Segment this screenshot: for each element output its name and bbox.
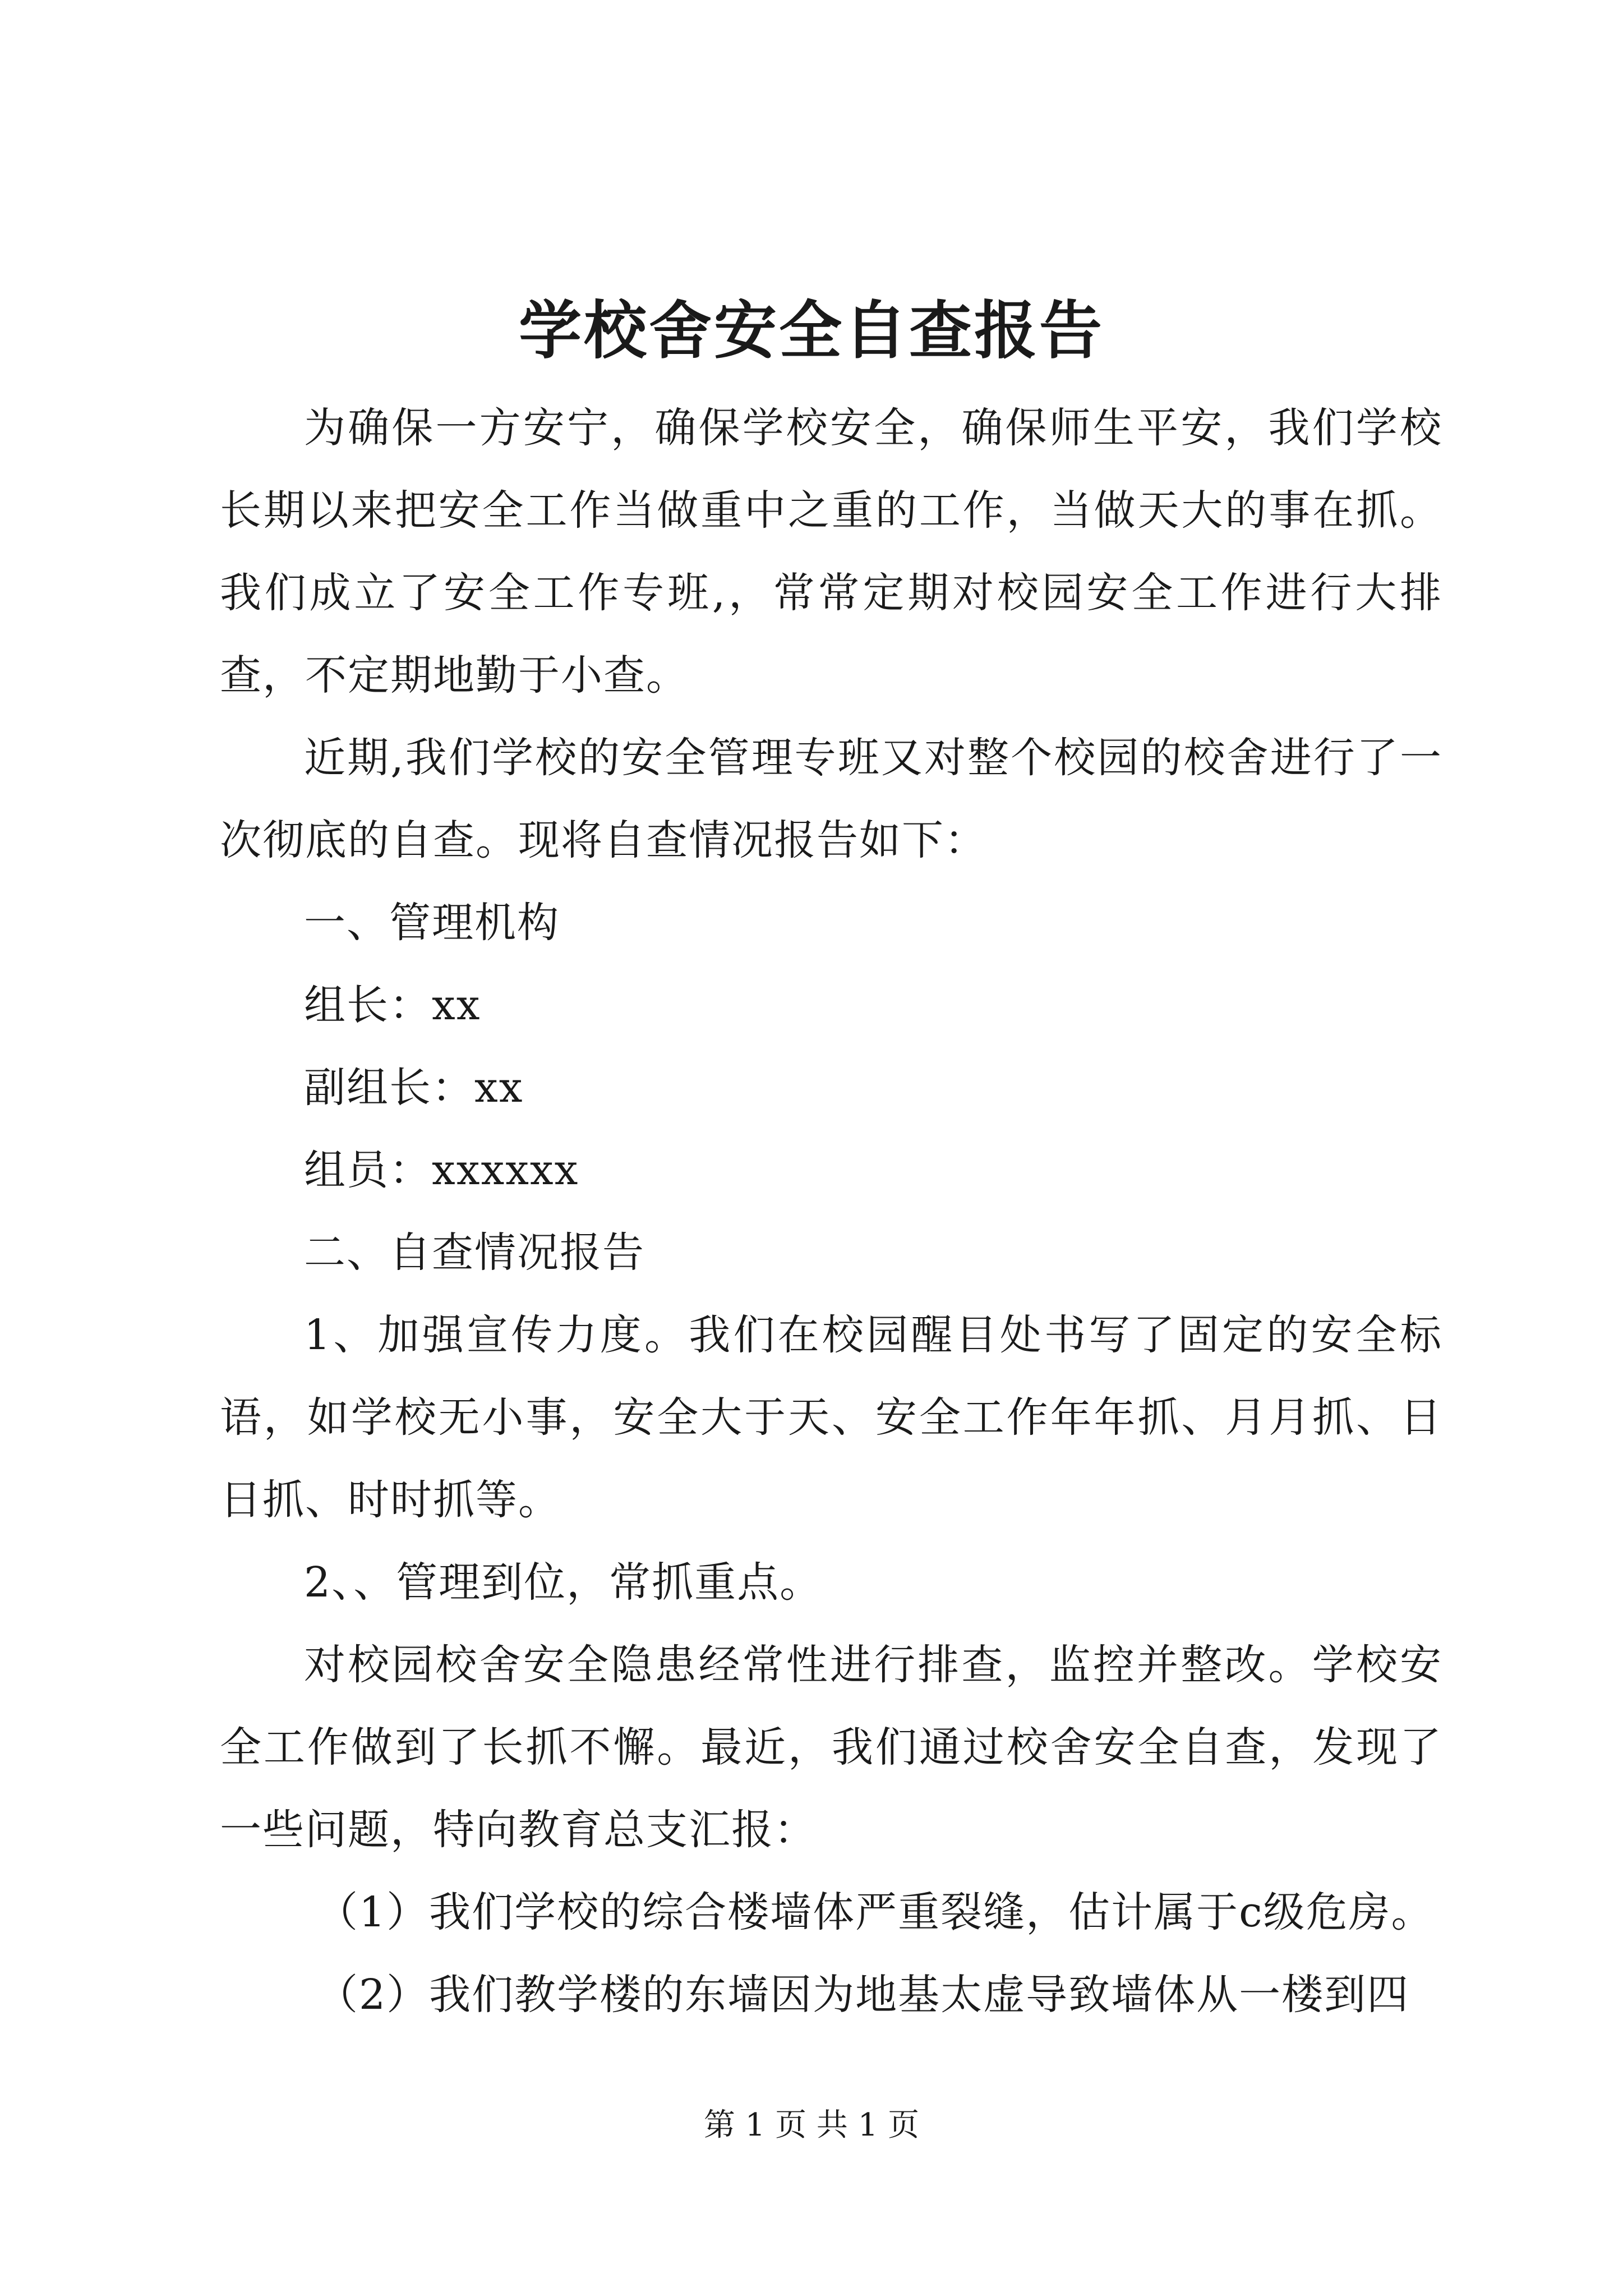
paragraph-recent-check: 近期,我们学校的安全管理专班又对整个校园的校舍进行了一次彻底的自查。现将自查情况报告如下： bbox=[220, 734, 1442, 864]
paragraph-issue-1: （1）我们学校的综合楼墙体严重裂缝，估计属于c级危房。 bbox=[316, 1888, 1434, 1936]
paragraph-inspection: 对校园校舍安全隐患经常性进行排查，监控并整改。学校安全工作做到了长抓不懈。最近，我们通过校舍安全自查，发现了一些问题，特向教育总支汇报： bbox=[220, 1641, 1442, 1854]
paragraph-deputy-leader: 副组长：xx bbox=[304, 1064, 524, 1112]
heading-management: 一、管理机构 bbox=[304, 899, 560, 947]
document-body bbox=[220, 387, 1442, 2036]
paragraph-leader: 组长：xx bbox=[304, 981, 481, 1029]
heading-self-check-report: 二、自查情况报告 bbox=[304, 1228, 645, 1277]
paragraph-issue-2: （2）我们教学楼的东墙因为地基太虚导致墙体从一楼到四 bbox=[316, 1971, 1410, 2019]
paragraph-members: 组员：xxxxxx bbox=[304, 1146, 579, 1194]
page-footer: 第 1 页 共 1 页 bbox=[703, 2107, 920, 2143]
document-title: 学校舍安全自查报告 bbox=[519, 294, 1104, 367]
paragraph-intro: 为确保一方安宁，确保学校安全，确保师生平安，我们学校长期以来把安全工作当做重中之重的工作，当做天大的事在抓。我们成立了安全工作专班,，常常定期对校园安全工作进行大排查，不定期地勤于小查。 bbox=[220, 404, 1442, 700]
paragraph-item-2: 2、、管理到位，常抓重点。 bbox=[304, 1558, 823, 1607]
paragraph-item-1: 1、加强宣传力度。我们在校园醒目处书写了固定的安全标语，如学校无小事，安全大于天、安全工作年年抓、月月抓、日日抓、时时抓等。 bbox=[220, 1311, 1442, 1524]
